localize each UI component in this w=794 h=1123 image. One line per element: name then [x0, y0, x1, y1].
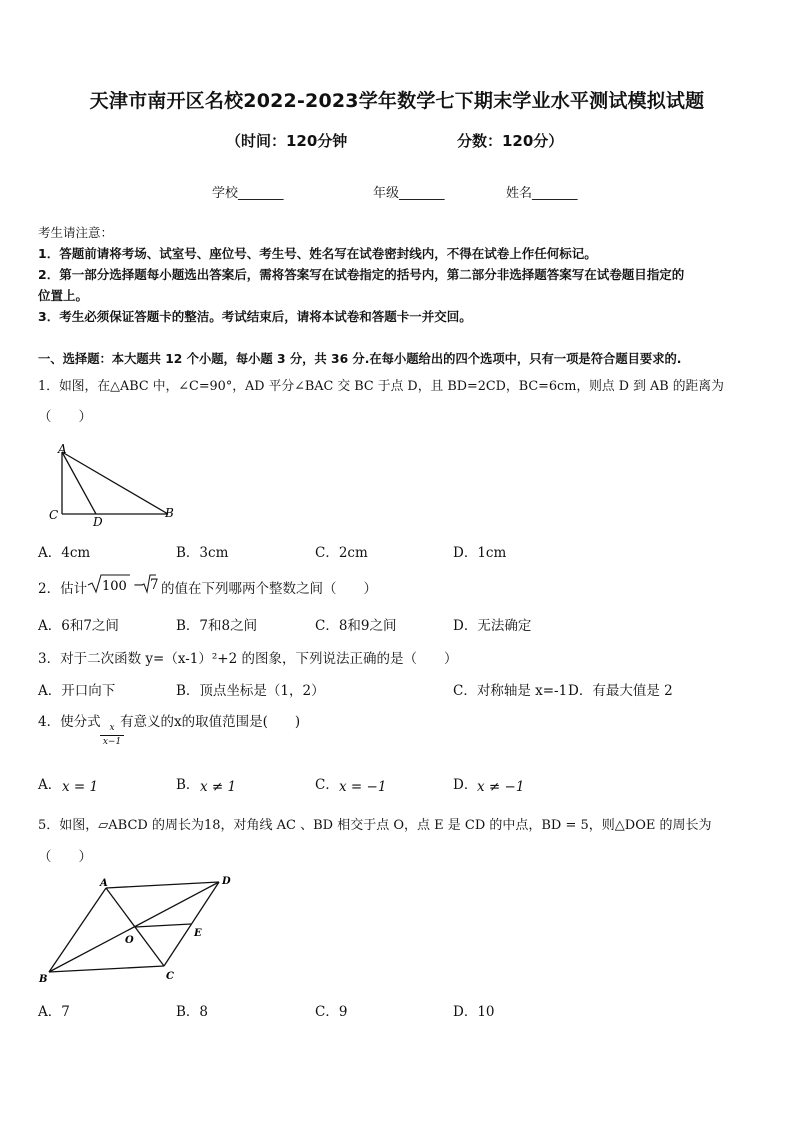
sqrt-expression: [86, 572, 156, 596]
question-1-bracket: （ ）: [38, 409, 92, 425]
question-1-text: 1．如图，在△ABC 中，∠C=90°，AD 平分∠BAC 交 BC 于点 D，且 BD=2CD，BC=6cm，则点 D 到 AB 的距离为: [38, 379, 724, 394]
note-item: 3．考生必须保证答题卡的整洁。考试结束后，请将本试卷和答题卡一并交回。: [38, 309, 472, 324]
fraction-bar: [100, 735, 124, 736]
question-2-prefix: 2．估计: [38, 581, 88, 597]
parallelogram-figure: [36, 872, 246, 984]
q5-option-d[interactable]: D．10: [453, 1004, 495, 1020]
label-a: A: [58, 442, 67, 456]
q2-option-d[interactable]: D．无法确定: [453, 618, 532, 634]
q1-option-b[interactable]: B．3cm: [176, 545, 229, 561]
q4-option-d-letter[interactable]: D．: [453, 777, 478, 793]
q3-option-a[interactable]: A．开口向下: [38, 683, 116, 699]
name-field: 姓名_______: [506, 186, 578, 201]
label-a: A: [100, 878, 108, 889]
question-5-text: 5．如图，▱ABCD 的周长为18，对角线 AC 、BD 相交于点 O，点 E 是 CD 的中点，BD = 5，则△DOE 的周长为: [38, 818, 712, 833]
fraction-numerator: x: [109, 723, 115, 733]
q4-option-b-letter[interactable]: B．: [176, 777, 200, 793]
q3-option-b[interactable]: B．顶点坐标是（1，2）: [176, 683, 325, 699]
exam-time: （时间：120分钟: [226, 132, 348, 150]
question-4-text: 有意义的x的取值范围是( ): [120, 714, 301, 730]
exam-score: 分数：120分）: [457, 132, 564, 150]
fraction-denominator: x−1: [102, 737, 122, 747]
label-b: B: [165, 506, 174, 520]
section-heading: 一、选择题：本大题共 12 个小题，每小题 3 分，共 36 分.在每小题给出的四个选项中，只有一项是符合题目要求的.: [38, 352, 682, 366]
q1-option-c[interactable]: C．2cm: [315, 545, 368, 561]
question-5-bracket: （ ）: [38, 849, 92, 865]
question-3-text: 3．对于二次函数 y=（x-1）²+2 的图象，下列说法正确的是（ ）: [38, 651, 458, 667]
label-d: D: [93, 515, 103, 529]
label-o: O: [125, 935, 134, 946]
q4-option-a-value[interactable]: x = 1: [62, 779, 99, 795]
q1-option-d[interactable]: D．1cm: [453, 545, 507, 561]
note-item: 位置上。: [38, 288, 89, 303]
question-2-text: 的值在下列哪两个整数之间（ ）: [161, 581, 377, 597]
q2-option-c[interactable]: C．8和9之间: [315, 618, 397, 634]
label-d: D: [222, 876, 231, 887]
grade-field: 年级_______: [373, 186, 445, 201]
q2-option-a[interactable]: A．6和7之间: [38, 618, 119, 634]
sqrt-100-value: 100: [102, 579, 127, 594]
q4-option-b-value[interactable]: x ≠ 1: [200, 779, 237, 795]
q4-option-c-letter[interactable]: C．: [315, 777, 339, 793]
note-item: 1．答题前请将考场、试室号、座位号、考生号、姓名写在试卷密封线内，不得在试卷上作任何标记。: [38, 246, 597, 261]
q2-option-b[interactable]: B．7和8之间: [176, 618, 258, 634]
school-field: 学校_______: [212, 186, 284, 201]
note-item: 2．第一部分选择题每小题选出答案后，需将答案写在试卷指定的括号内，第二部分非选择题答案写在试卷题目指定的: [38, 267, 685, 282]
label-c: C: [166, 971, 174, 982]
q3-option-d[interactable]: D．有最大值是 2: [568, 683, 673, 699]
exam-title: 天津市南开区名校2022-2023学年数学七下期末学业水平测试模拟试题: [89, 90, 705, 112]
q3-option-c[interactable]: C．对称轴是 x=-1: [453, 683, 568, 699]
notes-heading: 考生请注意：: [38, 225, 114, 240]
triangle-abc-figure: [44, 440, 184, 530]
question-4-prefix: 4．使分式: [38, 714, 101, 730]
q5-option-a[interactable]: A．7: [38, 1004, 70, 1020]
sqrt-7-value: 7: [150, 577, 159, 593]
q5-option-b[interactable]: B．8: [176, 1004, 209, 1020]
minus-sign: −: [133, 578, 144, 593]
label-e: E: [194, 928, 202, 939]
q5-option-c[interactable]: C．9: [315, 1004, 348, 1020]
q4-option-c-value[interactable]: x = −1: [339, 779, 387, 795]
q4-option-a-letter[interactable]: A．: [38, 777, 62, 793]
label-c: C: [49, 508, 59, 522]
q1-option-a[interactable]: A．4cm: [38, 545, 91, 561]
label-b: B: [39, 974, 48, 984]
q4-option-d-value[interactable]: x ≠ −1: [477, 779, 525, 795]
